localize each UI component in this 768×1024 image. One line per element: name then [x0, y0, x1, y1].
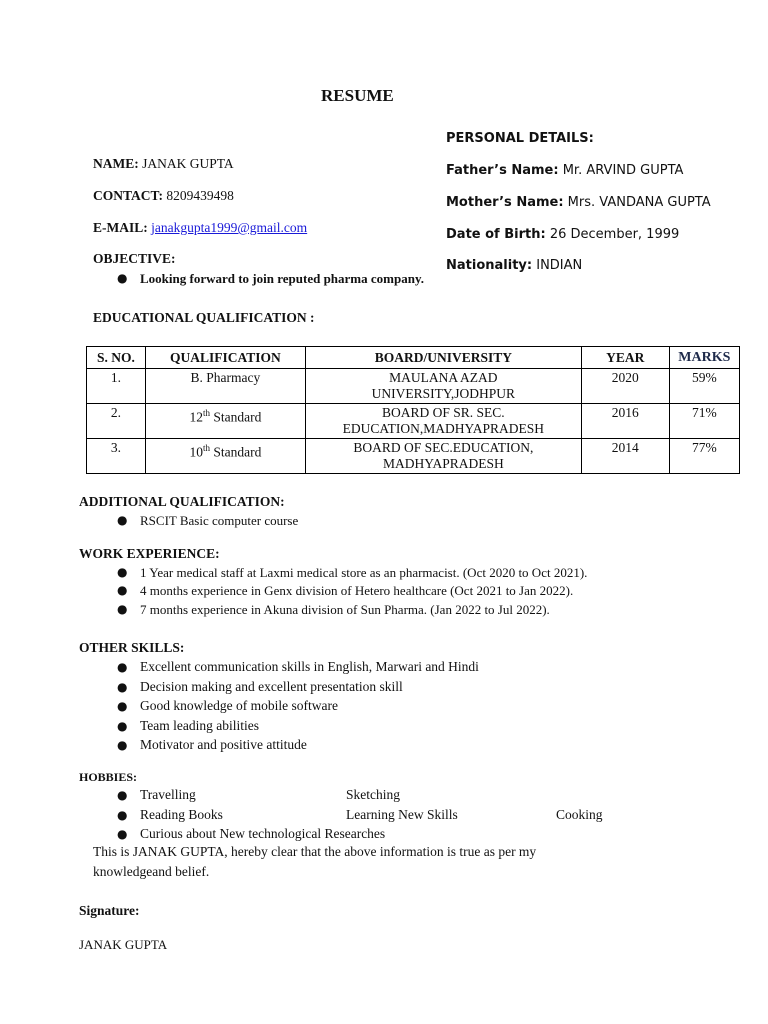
contact-value: 8209439498	[166, 188, 234, 203]
bullet-icon: ●	[117, 699, 128, 713]
col-header-year: YEAR	[581, 347, 669, 369]
signature-name: JANAK GUPTA	[79, 937, 168, 952]
mother-line	[446, 195, 711, 210]
cell-marks: 59%	[669, 369, 739, 404]
bullet-icon: ●	[117, 660, 128, 674]
cell-year: 2016	[581, 404, 669, 439]
bullet-icon: ●	[117, 583, 128, 597]
objective-heading: OBJECTIVE:	[93, 251, 176, 266]
name-label: NAME:	[93, 156, 139, 171]
email-link[interactable]: janakgupta1999@gmail.com	[151, 220, 308, 235]
hobby-item: Cooking	[556, 807, 603, 822]
additional-heading: ADDITIONAL QUALIFICATION:	[79, 494, 285, 509]
board-line-2: EDUCATION,MADHYAPRADESH	[342, 421, 545, 436]
nationality-label: Nationality:	[446, 258, 533, 273]
nationality-value: INDIAN	[536, 258, 583, 273]
board-line-2: UNIVERSITY,JODHPUR	[371, 386, 516, 401]
father-label: Father’s Name:	[446, 163, 559, 178]
dob-value: 26 December, 1999	[549, 227, 680, 242]
name-value: JANAK GUPTA	[142, 156, 234, 171]
name-line	[93, 156, 234, 172]
board-line-1: BOARD OF SEC.EDUCATION,	[353, 440, 534, 455]
additional-item: RSCIT Basic computer course	[140, 513, 299, 528]
mother-label: Mother’s Name:	[446, 195, 564, 210]
skills-heading: OTHER SKILLS:	[79, 640, 185, 655]
email-label: E-MAIL:	[93, 220, 148, 235]
cell-board	[305, 369, 581, 404]
contact-line	[93, 188, 234, 204]
bullet-icon: ●	[117, 738, 128, 752]
cell-sno: 2.	[87, 404, 146, 439]
bullet-icon: ●	[117, 513, 128, 527]
hobby-item: Learning New Skills	[346, 807, 458, 822]
bullet-icon: ●	[117, 680, 128, 694]
table-row	[87, 369, 740, 404]
personal-details-heading: PERSONAL DETAILS:	[446, 131, 594, 146]
cell-sno: 3.	[87, 439, 146, 474]
board-line-1: MAULANA AZAD	[389, 370, 498, 385]
education-table	[86, 346, 740, 474]
work-item: 1 Year medical staff at Laxmi medical store as an pharmacist. (Oct 2020 to Oct 2021).	[140, 565, 588, 580]
table-row	[87, 404, 740, 439]
mother-value: Mrs. VANDANA GUPTA	[567, 195, 711, 210]
skill-item: Decision making and excellent presentation skill	[140, 679, 403, 694]
hobby-item: Travelling	[140, 787, 196, 802]
cell-year: 2014	[581, 439, 669, 474]
table-row	[87, 439, 740, 474]
hobby-item: Curious about New technological Researches	[140, 826, 386, 841]
skill-item: Motivator and positive attitude	[140, 737, 307, 752]
hobbies-heading: HOBBIES:	[79, 770, 138, 784]
bullet-icon: ●	[117, 719, 128, 733]
father-line	[446, 163, 683, 178]
skill-item: Team leading abilities	[140, 718, 260, 733]
cell-qualification: 10th Standard	[145, 439, 305, 474]
col-header-board: BOARD/UNIVERSITY	[305, 347, 581, 369]
work-item: 4 months experience in Genx division of Hetero healthcare (Oct 2021 to Jan 2022).	[140, 583, 574, 598]
skill-item: Excellent communication skills in English, Marwari and Hindi	[140, 659, 479, 674]
nationality-line	[446, 258, 582, 273]
dob-line	[446, 227, 679, 242]
hobby-item: Sketching	[346, 787, 400, 802]
bullet-icon: ●	[117, 788, 128, 802]
col-header-sno: S. NO.	[87, 347, 146, 369]
page-title: RESUME	[321, 86, 394, 105]
work-item: 7 months experience in Akuna division of Sun Pharma. (Jan 2022 to Jul 2022).	[140, 602, 550, 617]
bullet-icon: ●	[117, 271, 128, 285]
declaration-line-1: This is JANAK GUPTA, hereby clear that the above information is true as per my	[93, 844, 537, 859]
bullet-icon: ●	[117, 565, 128, 579]
cell-qualification: 12th Standard	[145, 404, 305, 439]
table-header-row	[87, 347, 740, 369]
father-value: Mr. ARVIND GUPTA	[562, 163, 684, 178]
cell-marks: 71%	[669, 404, 739, 439]
declaration-line-2: knowledgeand belief.	[93, 864, 210, 879]
cell-sno: 1.	[87, 369, 146, 404]
bullet-icon: ●	[117, 827, 128, 841]
hobby-item: Reading Books	[140, 807, 223, 822]
board-line-1: BOARD OF SR. SEC.	[382, 405, 505, 420]
signature-label: Signature:	[79, 903, 140, 918]
col-header-marks: MARKS	[669, 347, 739, 369]
bullet-icon: ●	[117, 808, 128, 822]
cell-marks: 77%	[669, 439, 739, 474]
bullet-icon: ●	[117, 602, 128, 616]
objective-text: Looking forward to join reputed pharma company.	[140, 271, 424, 286]
skill-item: Good knowledge of mobile software	[140, 698, 338, 713]
work-heading: WORK EXPERIENCE:	[79, 546, 220, 561]
cell-board	[305, 404, 581, 439]
col-header-qualification: QUALIFICATION	[145, 347, 305, 369]
cell-year: 2020	[581, 369, 669, 404]
email-line	[93, 220, 307, 236]
contact-label: CONTACT:	[93, 188, 163, 203]
cell-qualification: B. Pharmacy	[145, 369, 305, 404]
education-heading: EDUCATIONAL QUALIFICATION :	[93, 310, 315, 325]
board-line-2: MADHYAPRADESH	[382, 456, 504, 471]
dob-label: Date of Birth:	[446, 227, 546, 242]
cell-board	[305, 439, 581, 474]
